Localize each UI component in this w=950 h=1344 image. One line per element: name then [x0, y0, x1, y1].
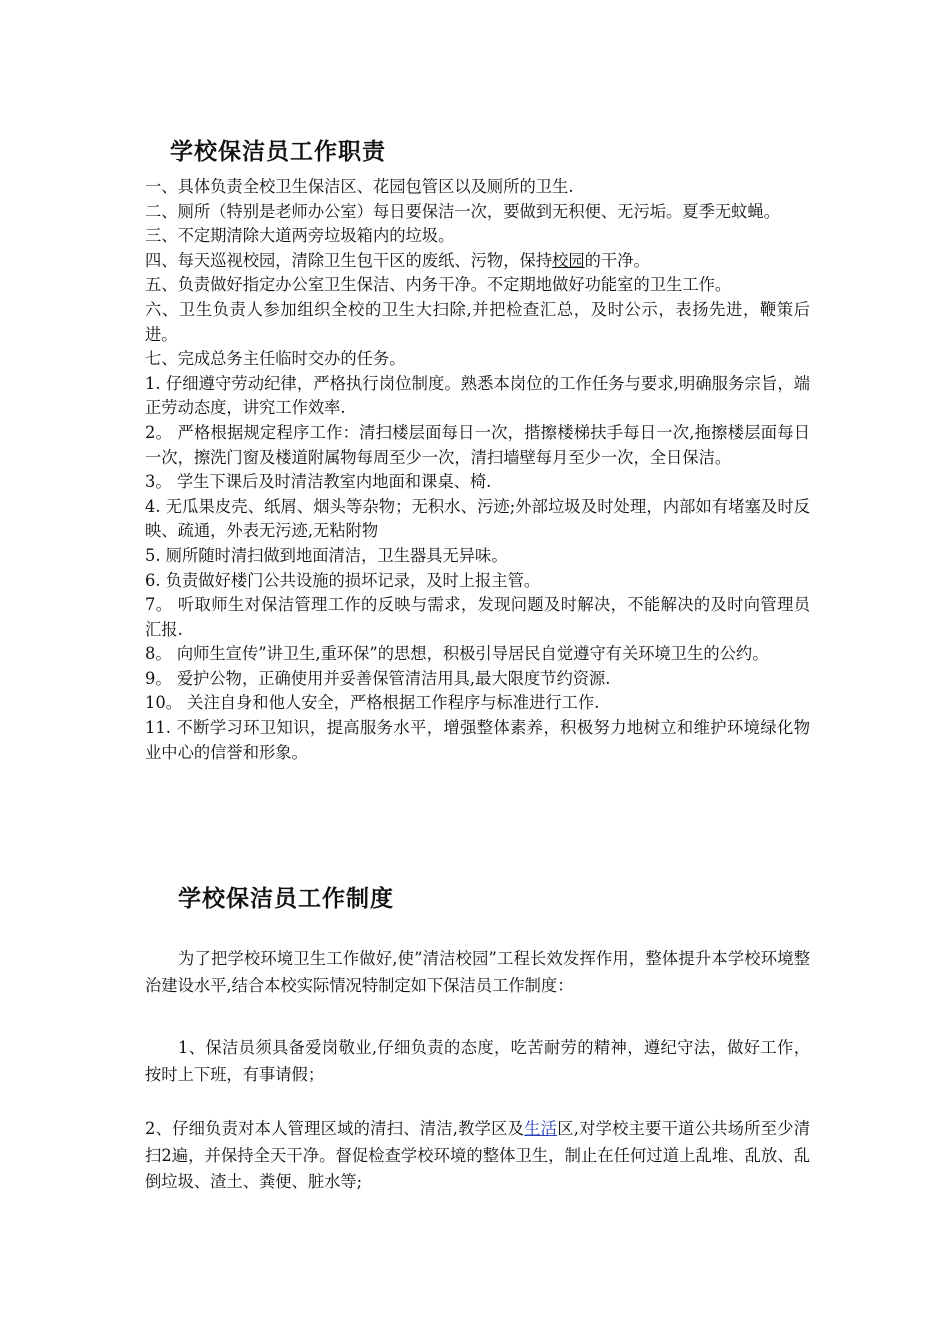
duty-item: 六、卫生负责人参加组织全校的卫生大扫除,并把检查汇总，及时公示，表扬先进，鞭策后进。 — [145, 299, 810, 344]
rules-intro: 为了把学校环境卫生工作做好,使”清洁校园”工程长效发挥作用，整体提升本学校环境整治建设水平,结合本校实际情况特制定如下保洁员工作制度： — [145, 949, 810, 995]
rule-item: 1、保洁员须具备爱岗敬业,仔细负责的态度，吃苦耐劳的精神，遵纪守法，做好工作，按时上下班，有事请假； — [145, 1038, 810, 1084]
duty-item: 9。 爱护公物，正确使用并妥善保管清洁用具,最大限度节约资源. — [145, 668, 611, 688]
life-link[interactable]: 生活 — [524, 1119, 558, 1138]
rules-section — [145, 946, 810, 1196]
duty-item: 五、负责做好指定办公室卫生保洁、内务干净。不定期地做好功能室的卫生工作。 — [145, 275, 732, 295]
duty-item: 1. 仔细遵守劳动纪律，严格执行岗位制度。熟悉本岗位的工作任务与要求,明确服务宗旨，端正劳动态度，讲究工作效率. — [145, 373, 810, 418]
underlined-term: 校园 — [552, 250, 585, 270]
duty-item: 7。 听取师生对保洁管理工作的反映与需求，发现问题及时解决，不能解决的及时向管理员汇报. — [145, 595, 810, 639]
duty-text: 四、每天巡视校园，清除卫生包干区的废纸、污物，保持 — [145, 250, 553, 270]
duty-item: 5. 厕所随时清扫做到地面清洁，卫生器具无异味。 — [145, 545, 508, 565]
duty-item: 一、具体负责全校卫生保洁区、花园包管区以及厕所的卫生. — [145, 177, 574, 196]
duty-item: 11. 不断学习环卫知识，提高服务水平，增强整体素养，积极努力地树立和维护环境绿化物业中心的信誉和形象。 — [145, 718, 810, 762]
rules-title: 学校保洁员工作制度 — [178, 886, 394, 912]
duties-section — [145, 175, 810, 765]
duty-item: 二、厕所（特别是老师办公室）每日要保洁一次，要做到无积便、无污垢。夏季无蚊蝇。 — [145, 201, 780, 221]
duty-text: 的干净。 — [584, 250, 650, 270]
paragraph-spacer — [145, 999, 810, 1035]
rule-text: 区,对学校主要干道公共场所至少清扫2遍，并保持全天干净。督促检查学校环境的整体卫生，制止在任何过道上乱堆、乱放、乱倒垃圾、渣土、粪便、脏水等; — [145, 1119, 810, 1191]
duty-item: 8。 向师生宣传”讲卫生,重环保”的思想，积极引导居民自觉遵守有关环境卫生的公约。 — [145, 644, 769, 664]
duty-item: 七、完成总务主任临时交办的任务。 — [145, 349, 406, 369]
duty-item: 6. 负责做好楼门公共设施的损坏记录，及时上报主管。 — [145, 570, 541, 590]
duty-item: 4. 无瓜果皮壳、纸屑、烟头等杂物；无积水、污迹;外部垃圾及时处理，内部如有堵塞及时反映、疏通，外表无污迹,无粘附物 — [145, 496, 810, 541]
duty-item: 三、不定期清除大道两旁垃圾箱内的垃圾。 — [145, 226, 455, 246]
rule-item — [145, 1116, 810, 1196]
duty-item — [145, 249, 810, 274]
duty-item: 2。 严格根据规定程序工作：清扫楼层面每日一次，揩擦楼梯扶手每日一次,拖擦楼层面每日一次，擦洗门窗及楼道附属物每周至少一次，清扫墙壁每月至少一次，全日保洁。 — [145, 422, 810, 467]
paragraph-spacer — [145, 1088, 810, 1116]
rule-text: 2、仔细负责对本人管理区域的清扫、清洁,教学区及 — [145, 1119, 525, 1138]
duty-item: 3。 学生下课后及时清洁教室内地面和课桌、椅. — [145, 472, 492, 492]
duty-item: 10。 关注自身和他人安全，严格根据工作程序与标准进行工作. — [145, 693, 600, 713]
duties-title: 学校保洁员工作职责 — [170, 139, 386, 165]
